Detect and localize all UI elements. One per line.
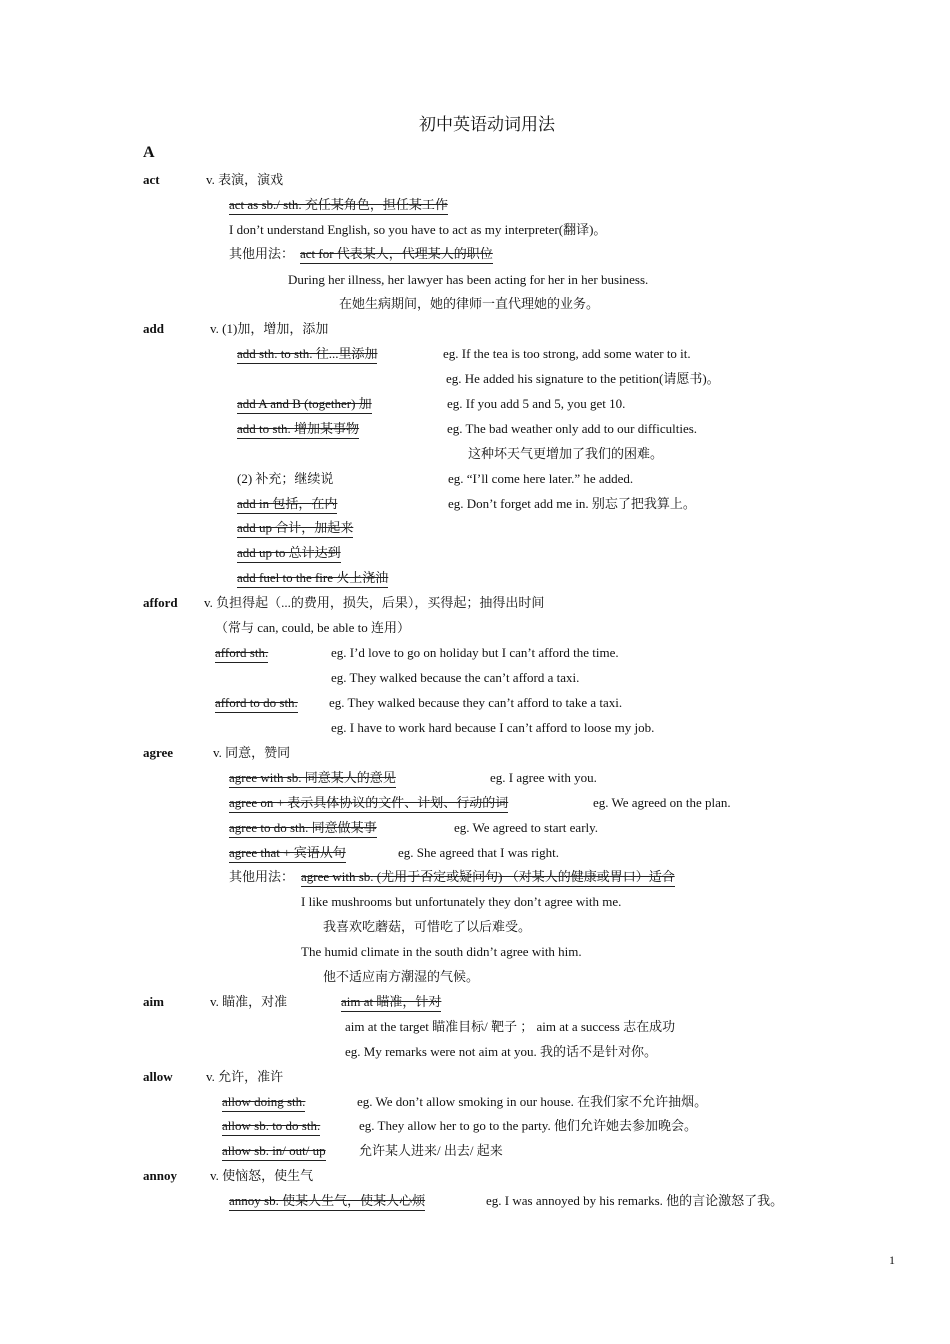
act-phrase-2: act for 代表某人，代理某人的职位 [300,246,493,264]
entry-allow-definition: v. 允许，准许 [206,1069,284,1084]
entry-annoy-word: annoy [143,1168,177,1183]
afford-example-1: eg. I’d love to go on holiday but I can’t afford the time. [331,645,619,660]
annoy-phrase-1: annoy sb. 使某人生气，使某人心烦 [229,1193,425,1211]
entry-annoy-definition: v. 使恼怒，使生气 [210,1168,314,1183]
afford-note: （常与 can, could, be able to 连用） [215,620,410,635]
agree-example-1: eg. I agree with you. [490,770,597,785]
act-example-1: I don’t understand English, so you have to act as my interpreter(翻译)。 [229,222,607,237]
entry-aim-definition: v. 瞄准，对准 [210,994,288,1009]
section-letter: A [143,144,155,161]
annoy-example-1: eg. I was annoyed by his remarks. 他的言论激怒了我。 [486,1193,784,1208]
agree-example-6-translation: 他不适应南方潮湿的气候。 [323,969,480,984]
add-example-5: eg. “I’ll come here later.” he added. [448,471,634,486]
add-phrase-1: add sth. to sth. 往...里添加 [237,346,377,364]
agree-phrase-4: agree that + 宾语从句 [229,845,346,863]
add-example-3: eg. If you add 5 and 5, you get 10. [447,396,626,411]
agree-phrase-2: agree on + 表示具体协议的文件、计划、行动的词 [229,795,508,813]
page-title: 初中英语动词用法 [419,115,555,134]
add-phrase-3: add to sth. 增加某事物 [237,421,359,439]
allow-example-3: 允许某人进来/ 出去/ 起来 [359,1143,503,1158]
agree-phrase-3: agree to do sth. 同意做某事 [229,820,377,838]
entry-aim-word: aim [143,994,164,1009]
allow-example-1: eg. We don’t allow smoking in our house. 在我们家不允许抽烟。 [357,1094,708,1109]
act-other-label: 其他用法： [229,246,295,261]
allow-phrase-3: allow sb. in/ out/ up [222,1143,326,1161]
agree-example-6: The humid climate in the south didn’t agree with him. [301,944,582,959]
aim-example-2: eg. My remarks were not aim at you. 我的话不是针对你。 [345,1044,657,1059]
allow-phrase-2: allow sb. to do sth. [222,1118,320,1136]
afford-example-4: eg. I have to work hard because I can’t afford to loose my job. [331,720,655,735]
entry-act-definition: v. 表演，演戏 [206,172,284,187]
agree-phrase-5: agree with sb. (尤用于否定或疑问句) （对某人的健康或胃口）适合 [301,869,675,887]
add-example-4-translation: 这种坏天气更增加了我们的困难。 [468,446,664,461]
add-example-1: eg. If the tea is too strong, add some water to it. [443,346,691,361]
entry-allow-word: allow [143,1069,173,1084]
agree-other-label: 其他用法： [229,869,295,884]
add-definition-2: (2) 补充；继续说 [237,471,334,486]
add-phrase-2: add A and B (together) 加 [237,396,372,414]
add-phrase-5: add up 合计，加起来 [237,520,353,538]
afford-example-3: eg. They walked because they can’t afford to take a taxi. [329,695,623,710]
add-example-2: eg. He added his signature to the petition(请愿书)。 [446,371,720,386]
agree-example-4: eg. She agreed that I was right. [398,845,560,860]
act-example-2-translation: 在她生病期间，她的律师一直代理她的业务。 [339,296,600,311]
afford-example-2: eg. They walked because the can’t afford a taxi. [331,670,580,685]
aim-phrase-1: aim at 瞄准，针对 [341,994,441,1012]
entry-agree-word: agree [143,745,174,760]
add-phrase-6: add up to 总计达到 [237,545,341,563]
afford-phrase-2: afford to do sth. [215,695,298,713]
aim-example-1: aim at the target 瞄准目标/ 靶子 ； aim at a success 志在成功 [345,1019,676,1034]
allow-example-2: eg. They allow her to go to the party. 他们允许她去参加晚会。 [359,1118,697,1133]
entry-add-word: add [143,321,164,336]
add-phrase-7: add fuel to the fire 火上浇油 [237,570,388,588]
entry-afford-word: afford [143,595,178,610]
entry-act-word: act [143,172,160,187]
act-phrase-1: act as sb./ sth. 充任某角色，担任某工作 [229,197,448,215]
page-number: 1 [889,1253,895,1267]
afford-phrase-1: afford sth. [215,645,268,663]
agree-example-3: eg. We agreed to start early. [454,820,599,835]
add-example-6: eg. Don’t forget add me in. 别忘了把我算上。 [448,496,696,511]
agree-example-2: eg. We agreed on the plan. [593,795,731,810]
act-example-2: During her illness, her lawyer has been acting for her in her business. [288,272,649,287]
agree-example-5-translation: 我喜欢吃蘑菇，可惜吃了以后难受。 [323,919,532,934]
agree-phrase-1: agree with sb. 同意某人的意见 [229,770,396,788]
allow-phrase-1: allow doing sth. [222,1094,305,1112]
entry-agree-definition: v. 同意，赞同 [213,745,291,760]
entry-add-definition: v. (1)加，增加，添加 [210,321,329,336]
add-phrase-4: add in 包括，在内 [237,496,337,514]
entry-afford-definition: v. 负担得起（...的费用，损失，后果），买得起；抽得出时间 [204,595,545,610]
add-example-4: eg. The bad weather only add to our difficulties. [447,421,698,436]
agree-example-5: I like mushrooms but unfortunately they don’t agree with me. [301,894,622,909]
